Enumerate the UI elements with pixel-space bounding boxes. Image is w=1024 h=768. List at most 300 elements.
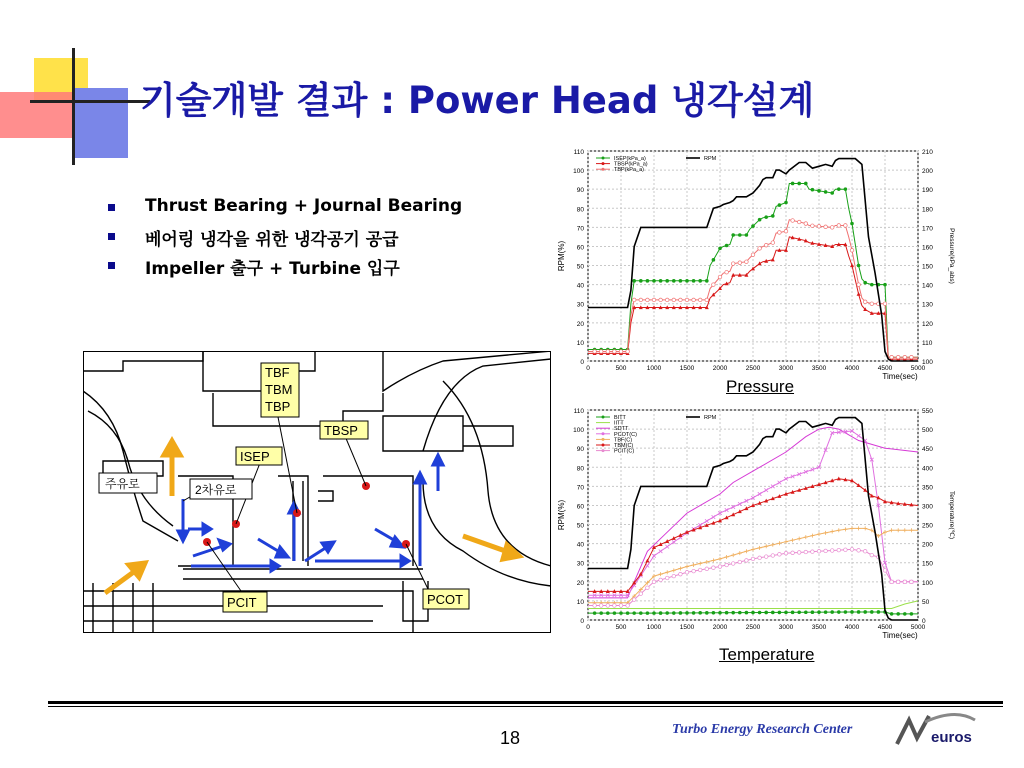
- data-point: [679, 611, 683, 615]
- data-point: [705, 567, 709, 571]
- data-point: [599, 611, 603, 615]
- footer-rule: [48, 701, 1003, 704]
- y2-tick-label: 550: [922, 408, 933, 415]
- label-tbsp: TBSP: [324, 423, 358, 438]
- pressure-chart-svg: [550, 143, 958, 393]
- data-point: [731, 611, 735, 615]
- data-point: [698, 568, 702, 572]
- data-point: [910, 580, 914, 584]
- label-isep: ISEP: [240, 449, 270, 464]
- data-point: [606, 611, 610, 615]
- corner-decoration-graphic: [0, 0, 150, 165]
- data-point: [698, 279, 702, 283]
- legend-marker: [602, 416, 605, 419]
- temperature-chart: [550, 404, 958, 653]
- x-axis-label: Time(sec): [882, 631, 918, 640]
- data-point: [632, 598, 636, 602]
- data-point: [632, 298, 636, 302]
- data-point: [778, 611, 782, 615]
- data-point: [731, 262, 735, 266]
- data-point: [619, 611, 623, 615]
- data-point: [863, 281, 867, 285]
- data-point: [698, 298, 702, 302]
- data-point: [830, 610, 834, 614]
- legend-label: RPM: [704, 415, 717, 421]
- data-point: [764, 555, 768, 559]
- bullet-item: [108, 254, 462, 283]
- y2-tick-label: 130: [922, 301, 933, 309]
- logo-text: euros: [931, 729, 972, 746]
- data-point: [672, 298, 676, 302]
- data-point: [758, 247, 762, 251]
- data-point: [619, 350, 623, 354]
- data-point: [791, 219, 795, 223]
- x-tick-label: 5000: [910, 624, 926, 631]
- y-tick-label: 30: [576, 301, 584, 309]
- data-point: [745, 233, 749, 237]
- page-number: 18: [500, 728, 521, 748]
- data-point: [672, 611, 676, 615]
- data-point: [817, 549, 821, 553]
- data-point: [784, 229, 788, 233]
- data-point: [613, 611, 617, 615]
- data-point: [837, 548, 841, 552]
- deco-vertical-line: [72, 48, 75, 165]
- y-tick-label: 70: [576, 484, 584, 492]
- x-tick-label: 3500: [811, 365, 827, 372]
- y-tick-label: 110: [573, 408, 584, 415]
- data-point: [593, 350, 597, 354]
- y-tick-label: 20: [576, 579, 584, 587]
- data-point: [705, 279, 709, 283]
- label-pcit: PCIT: [227, 595, 257, 610]
- power-head-cross-section-diagram: [83, 351, 551, 638]
- legend-marker: [602, 432, 605, 435]
- label-pcot: PCOT: [427, 592, 464, 607]
- temperature-chart-caption: Temperature: [719, 645, 815, 664]
- data-point: [725, 563, 729, 567]
- y-tick-label: 100: [573, 427, 584, 435]
- bullet-square-icon: [108, 204, 115, 211]
- data-point: [870, 610, 874, 614]
- data-point: [903, 580, 907, 584]
- data-point: [745, 260, 749, 264]
- data-point: [685, 279, 689, 283]
- data-point: [890, 580, 894, 584]
- y-tick-label: 10: [576, 339, 584, 347]
- data-point: [751, 224, 755, 228]
- data-point: [817, 610, 821, 614]
- data-point: [811, 224, 815, 228]
- data-point: [771, 214, 775, 218]
- data-point: [593, 611, 597, 615]
- y2-tick-label: 160: [922, 244, 933, 252]
- data-point: [652, 580, 656, 584]
- data-point: [771, 611, 775, 615]
- data-point: [870, 302, 874, 306]
- data-point: [698, 611, 702, 615]
- x-tick-label: 4000: [844, 624, 860, 631]
- legend-label: TBM(C): [614, 443, 634, 449]
- data-point: [626, 350, 630, 354]
- data-point: [725, 270, 729, 274]
- y-tick-label: 50: [576, 263, 584, 271]
- y-tick-label: 40: [576, 541, 584, 549]
- neuros-logo-graphic: [895, 712, 990, 752]
- data-point: [824, 610, 828, 614]
- diagram-svg: [83, 351, 551, 633]
- y-tick-label: 80: [576, 465, 584, 473]
- data-point: [731, 233, 735, 237]
- legend-label: BITT: [614, 415, 626, 421]
- data-point: [844, 610, 848, 614]
- data-point: [751, 557, 755, 561]
- data-point: [626, 604, 630, 608]
- data-point: [824, 190, 828, 194]
- data-point: [712, 283, 716, 287]
- data-point: [659, 298, 663, 302]
- x-tick-label: 2000: [712, 624, 728, 631]
- data-point: [870, 553, 874, 557]
- legend-label: PCIT(C): [614, 448, 635, 455]
- data-point: [626, 611, 630, 615]
- y2-tick-label: 150: [922, 263, 933, 271]
- deco-blue-block: [72, 88, 128, 158]
- data-point: [771, 554, 775, 558]
- legend-marker: [602, 157, 605, 160]
- data-point: [685, 611, 689, 615]
- data-point: [619, 604, 623, 608]
- data-point: [712, 258, 716, 262]
- y-tick-label: 100: [573, 168, 584, 176]
- y2-tick-label: 0: [922, 618, 926, 625]
- data-point: [857, 264, 861, 268]
- y2-tick-label: 450: [922, 446, 933, 454]
- y2-tick-label: 100: [922, 579, 933, 587]
- bullet-square-icon: [108, 262, 115, 269]
- legend-marker: [602, 438, 605, 441]
- label-secondary-flow: 2차유로: [195, 483, 237, 497]
- y2-tick-label: 150: [922, 560, 933, 568]
- y2-tick-label: 500: [922, 427, 933, 435]
- data-point: [718, 247, 722, 251]
- data-point: [751, 611, 755, 615]
- data-point: [817, 189, 821, 193]
- y2-tick-label: 200: [922, 541, 933, 549]
- y2-tick-label: 50: [922, 598, 930, 606]
- data-point: [646, 586, 650, 590]
- bullet-text: 베어링 냉각을 위한 냉각공기 공급: [145, 230, 399, 250]
- neuros-logo: [895, 712, 990, 757]
- data-point: [857, 610, 861, 614]
- y-tick-label: 0: [580, 359, 584, 366]
- y2-tick-label: 200: [922, 168, 933, 176]
- data-point: [652, 298, 656, 302]
- data-point: [778, 203, 782, 207]
- y2-tick-label: 100: [922, 359, 933, 366]
- y-tick-label: 10: [576, 598, 584, 606]
- data-point: [712, 611, 716, 615]
- x-tick-label: 2500: [745, 624, 761, 631]
- y-tick-label: 0: [580, 618, 584, 625]
- data-point: [758, 218, 762, 222]
- data-point: [877, 610, 881, 614]
- data-point: [659, 279, 663, 283]
- data-point: [837, 224, 841, 228]
- data-point: [910, 612, 914, 616]
- x-tick-label: 1000: [646, 365, 662, 372]
- x-tick-label: 2000: [712, 365, 728, 372]
- data-point: [791, 611, 795, 615]
- y-tick-label: 80: [576, 206, 584, 214]
- x-tick-label: 2500: [745, 365, 761, 372]
- data-point: [791, 551, 795, 555]
- data-point: [725, 244, 729, 248]
- data-point: [764, 243, 768, 247]
- data-point: [883, 569, 887, 573]
- data-point: [817, 224, 821, 228]
- data-point: [804, 550, 808, 554]
- data-point: [850, 610, 854, 614]
- y-tick-label: 60: [576, 503, 584, 511]
- data-point: [646, 611, 650, 615]
- data-point: [883, 283, 887, 287]
- y2-axis-label: Pressure(kPa_abs): [948, 228, 955, 284]
- bullet-list: [108, 196, 462, 283]
- data-point: [725, 611, 729, 615]
- data-point: [652, 611, 656, 615]
- data-point: [738, 611, 742, 615]
- data-point: [639, 279, 643, 283]
- data-point: [903, 355, 907, 359]
- legend-label: SDTT: [614, 426, 629, 433]
- data-point: [692, 611, 696, 615]
- data-point: [738, 261, 742, 265]
- data-point: [830, 191, 834, 195]
- y-tick-label: 90: [576, 187, 584, 195]
- pressure-chart-caption: Pressure: [726, 377, 795, 396]
- bullet-item: [108, 225, 462, 254]
- data-point: [797, 610, 801, 614]
- x-tick-label: 500: [615, 365, 627, 372]
- legend-label: TBP(kPa_a): [614, 167, 644, 174]
- data-point: [837, 187, 841, 191]
- data-point: [890, 355, 894, 359]
- legend-label: TBSP(kPa_a): [614, 161, 648, 168]
- x-tick-label: 1500: [679, 365, 695, 372]
- bullet-text: Impeller 출구 + Turbine 입구: [145, 259, 400, 279]
- y-tick-label: 70: [576, 225, 584, 233]
- label-tbp: TBP: [265, 399, 291, 414]
- data-point: [679, 279, 683, 283]
- data-point: [830, 226, 834, 230]
- y-tick-label: 110: [573, 149, 584, 156]
- footer-rule-thin: [48, 706, 1003, 707]
- data-point: [593, 604, 597, 608]
- logo-n-mark-icon: [897, 716, 929, 744]
- data-point: [903, 612, 907, 616]
- data-point: [606, 350, 610, 354]
- data-point: [705, 298, 709, 302]
- data-point: [797, 182, 801, 186]
- data-point: [692, 569, 696, 573]
- legend-marker: [602, 449, 605, 452]
- data-point: [738, 560, 742, 564]
- slide-title: 기술개발 결과 : Power Head 냉각설계: [140, 79, 815, 122]
- data-point: [692, 298, 696, 302]
- data-point: [632, 611, 636, 615]
- data-point: [784, 611, 788, 615]
- data-point: [890, 612, 894, 616]
- data-point: [863, 610, 867, 614]
- logo-swoosh-icon: [925, 714, 975, 722]
- x-tick-label: 3000: [778, 365, 794, 372]
- label-main-flow: 주유로: [105, 477, 140, 491]
- data-point: [764, 611, 768, 615]
- data-point: [844, 224, 848, 228]
- data-point: [863, 549, 867, 553]
- data-point: [606, 604, 610, 608]
- x-axis-label: Time(sec): [882, 372, 918, 381]
- data-point: [613, 604, 617, 608]
- data-point: [751, 253, 755, 257]
- x-tick-label: 0: [586, 365, 590, 372]
- data-point: [791, 182, 795, 186]
- data-point: [771, 241, 775, 245]
- y2-tick-label: 300: [922, 503, 933, 511]
- data-point: [745, 611, 749, 615]
- data-point: [883, 302, 887, 306]
- x-tick-label: 4000: [844, 365, 860, 372]
- data-point: [718, 611, 722, 615]
- x-tick-label: 5000: [910, 365, 926, 372]
- data-point: [850, 222, 854, 226]
- data-point: [844, 548, 848, 552]
- x-tick-label: 1000: [646, 624, 662, 631]
- data-point: [672, 574, 676, 578]
- x-tick-label: 3500: [811, 624, 827, 631]
- data-point: [738, 233, 742, 237]
- data-point: [850, 248, 854, 252]
- legend-label: PCOT(C): [614, 431, 637, 438]
- pressure-chart: [550, 143, 958, 398]
- data-point: [639, 592, 643, 596]
- data-point: [665, 279, 669, 283]
- data-point: [599, 604, 603, 608]
- data-point: [778, 231, 782, 235]
- y2-tick-label: 180: [922, 206, 933, 214]
- x-tick-label: 0: [586, 624, 590, 631]
- y-axis-label: RPM(%): [557, 240, 566, 272]
- data-point: [824, 225, 828, 229]
- y2-tick-label: 110: [922, 339, 933, 347]
- data-point: [659, 611, 663, 615]
- data-point: [896, 355, 900, 359]
- data-point: [679, 572, 683, 576]
- data-point: [705, 611, 709, 615]
- corner-decoration: [0, 0, 150, 165]
- data-point: [830, 549, 834, 553]
- data-point: [646, 279, 650, 283]
- y2-tick-label: 120: [922, 320, 933, 328]
- data-point: [811, 188, 815, 192]
- data-point: [718, 565, 722, 569]
- data-point: [731, 562, 735, 566]
- x-tick-label: 4500: [877, 365, 893, 372]
- y-axis-label: RPM(%): [557, 499, 566, 531]
- data-point: [896, 612, 900, 616]
- legend-marker: [602, 444, 605, 447]
- legend-label: ISEP(kPa_a): [614, 156, 646, 162]
- data-point: [659, 578, 663, 582]
- bullet-square-icon: [108, 233, 115, 240]
- data-point: [639, 298, 643, 302]
- data-point: [712, 566, 716, 570]
- legend-label: IITT: [614, 420, 624, 427]
- y2-axis-label: Temperature(℃): [948, 490, 955, 540]
- data-point: [764, 215, 768, 219]
- data-point: [784, 201, 788, 205]
- data-point: [811, 550, 815, 554]
- data-point: [652, 279, 656, 283]
- bullet-text: Thrust Bearing + Journal Bearing: [145, 196, 463, 216]
- data-point: [758, 556, 762, 560]
- data-point: [797, 551, 801, 555]
- y-tick-label: 20: [576, 320, 584, 328]
- data-point: [797, 220, 801, 224]
- y-tick-label: 30: [576, 560, 584, 568]
- data-point: [870, 283, 874, 287]
- y2-tick-label: 170: [922, 225, 933, 233]
- y-tick-label: 40: [576, 282, 584, 290]
- data-point: [804, 182, 808, 186]
- label-tbm: TBM: [265, 382, 293, 397]
- data-point: [811, 610, 815, 614]
- data-point: [718, 275, 722, 279]
- organization-name: Turbo Energy Research Center: [672, 722, 853, 737]
- legend-marker: [602, 168, 605, 171]
- data-point: [646, 298, 650, 302]
- data-point: [613, 350, 617, 354]
- deco-red-block: [0, 92, 72, 138]
- data-point: [599, 350, 603, 354]
- x-tick-label: 4500: [877, 624, 893, 631]
- data-point: [844, 187, 848, 191]
- label-tbf: TBF: [265, 365, 290, 380]
- deco-horizontal-line: [30, 100, 150, 103]
- y2-tick-label: 140: [922, 282, 933, 290]
- data-point: [679, 298, 683, 302]
- x-tick-label: 3000: [778, 624, 794, 631]
- data-point: [850, 548, 854, 552]
- data-point: [665, 611, 669, 615]
- y2-tick-label: 350: [922, 484, 933, 492]
- x-tick-label: 1500: [679, 624, 695, 631]
- data-point: [804, 222, 808, 226]
- legend-marker: [602, 162, 605, 165]
- legend-label: TBF(C): [614, 437, 633, 444]
- bullet-item: [108, 196, 462, 225]
- data-point: [824, 549, 828, 553]
- y2-tick-label: 190: [922, 187, 933, 195]
- y2-tick-label: 210: [922, 149, 933, 156]
- data-point: [665, 298, 669, 302]
- x-tick-label: 500: [615, 624, 627, 631]
- data-point: [804, 610, 808, 614]
- data-point: [857, 549, 861, 553]
- y-tick-label: 50: [576, 522, 584, 530]
- data-point: [745, 559, 749, 563]
